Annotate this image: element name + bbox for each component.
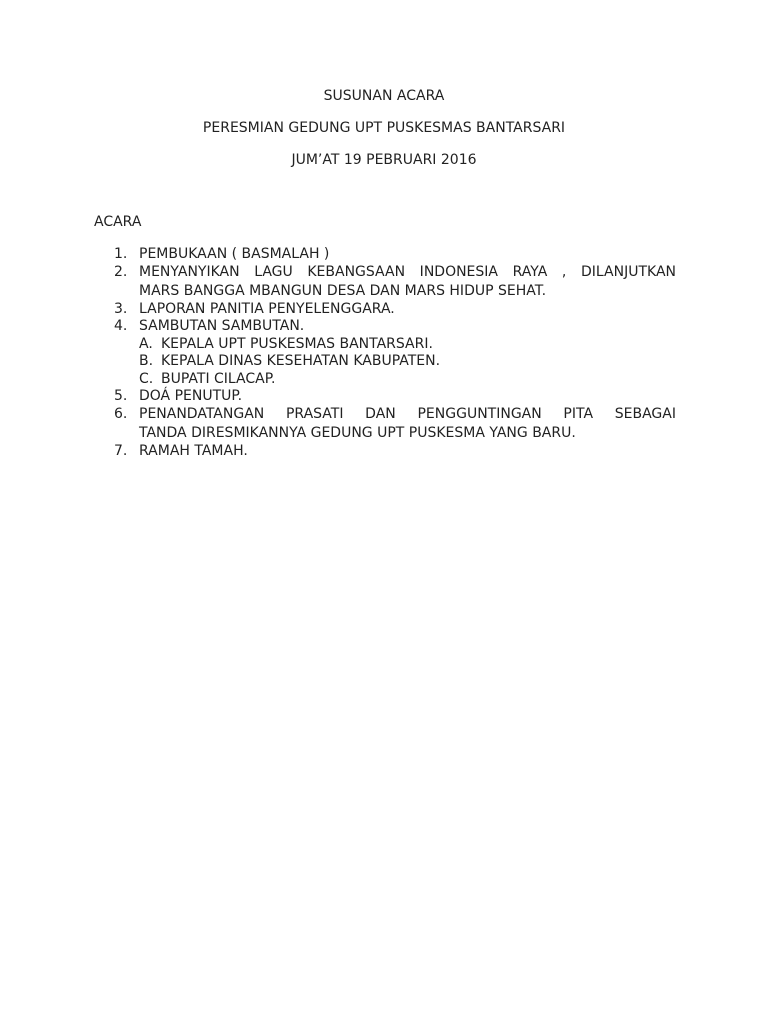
sub-item-b [139,353,676,371]
item-text: RAMAH TAMAH. [139,442,248,459]
agenda-item-7 [114,443,676,461]
document-title: SUSUNAN ACARA [323,88,445,104]
sub-item-letter: A. [139,335,153,352]
item-text-continued: TANDA DIRESMIKANNYA GEDUNG UPT PUSKESMA YANG BARU. [139,425,576,441]
item-text: MENYANYIKAN LAGU KEBANGSAAN INDONESIA RAYA , DILANJUTKAN [139,263,676,280]
event-date: JUM’AT 19 PEBRUARI 2016 [291,152,477,168]
sub-item-text: KEPALA DINAS KESEHATAN KABUPATEN. [161,353,441,369]
item-number: 5. [114,388,128,404]
agenda-item-3 [114,301,676,319]
item-number: 6. [114,405,128,422]
agenda-item-4 [114,318,676,388]
item-text-continued: MARS BANGGA MBANGUN DESA DAN MARS HIDUP SEHAT. [139,283,547,299]
section-label: ACARA [94,214,142,230]
sub-item-letter: B. [139,353,154,369]
item-number: 7. [114,442,128,459]
item-text: DOÁ PENUTUP. [139,388,243,404]
agenda-list [114,246,676,460]
item-text: LAPORAN PANITIA PENYELENGGARA. [139,300,395,317]
sub-item-letter: C. [139,370,154,387]
agenda-item-2 [114,264,676,301]
agenda-item-5 [114,388,676,406]
item-number: 3. [114,300,128,317]
item-number: 4. [114,318,128,334]
sub-item-a [139,336,676,354]
agenda-item-6 [114,406,676,443]
sub-item-c [139,371,676,389]
item-text: SAMBUTAN SAMBUTAN. [139,318,305,334]
item-text: PENANDATANGAN PRASATI DAN PENGGUNTINGAN PITA SEBAGAI [139,405,676,422]
agenda-item-1 [114,246,676,264]
document-subtitle: PERESMIAN GEDUNG UPT PUSKESMAS BANTARSARI [202,120,566,136]
item-number: 2. [114,263,128,280]
item-text: PEMBUKAAN ( BASMALAH ) [139,246,330,262]
sub-item-text: KEPALA UPT PUSKESMAS BANTARSARI. [161,335,433,352]
sub-item-text: BUPATI CILACAP. [161,370,276,387]
item-number: 1. [114,246,128,262]
